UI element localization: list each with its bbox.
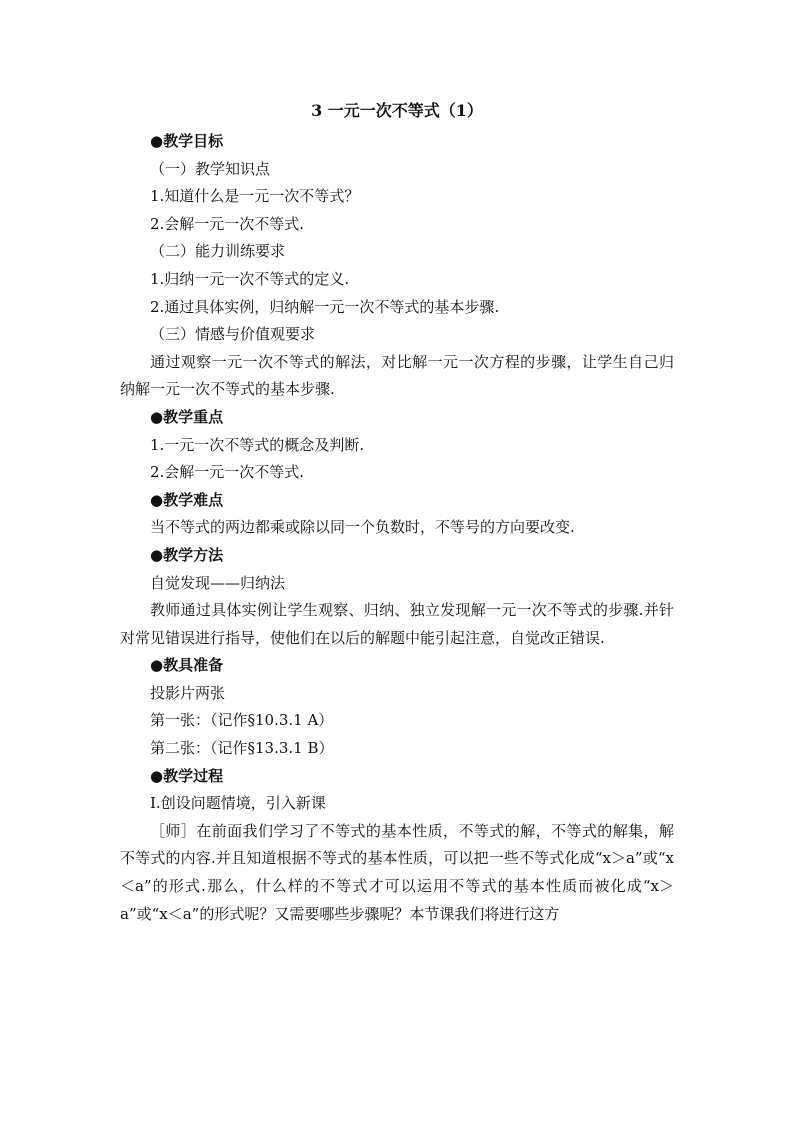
- heading-label: 教学过程: [163, 766, 224, 785]
- bullet-icon: ●: [150, 132, 164, 150]
- section-heading-focus: [120, 404, 674, 432]
- list-item: 第二张：（记作§13.3.1 B）: [150, 739, 334, 758]
- heading-label: 教学方法: [163, 545, 224, 564]
- bullet-icon: ●: [150, 490, 164, 509]
- heading-label: 教学难点: [163, 490, 224, 509]
- bullet-icon: ●: [150, 656, 164, 675]
- heading-label: 教学目标: [163, 132, 224, 150]
- bullet-icon: ●: [150, 545, 164, 564]
- heading-label: 教具准备: [163, 656, 224, 675]
- subheading-knowledge: （一）教学知识点: [150, 159, 271, 178]
- list-item: 2.会解一元一次不等式.: [150, 463, 305, 482]
- page-title: 3 一元一次不等式（1）: [311, 101, 483, 120]
- section-heading-goals: [120, 128, 674, 156]
- bullet-icon: ●: [150, 407, 164, 426]
- list-item: 投影片两张: [150, 683, 226, 702]
- subheading-emotion: （三）情感与价值观要求: [150, 325, 316, 344]
- paragraph-difficulty: 当不等式的两边都乘或除以同一个负数时，不等号的方向要改变.: [150, 518, 575, 537]
- list-item: 1.归纳一元一次不等式的定义.: [150, 269, 350, 288]
- paragraph-process: ［师］在前面我们学习了不等式的基本性质，不等式的解，不等式的解集，解不等式的内容.并且知道根据不等式的基本性质，可以把一些不等式化成“x＞a”或“x＜a”的形式.那么，什么样的不等式才可以运用不等式的基本性质而被化成“x＞a”或“x＜a”的形式呢？又需要哪些步骤呢？本节课我们将进行这方: [120, 821, 674, 923]
- subheading-ability: （二）能力训练要求: [150, 242, 286, 261]
- section-heading-method: [120, 542, 674, 570]
- section-heading-tools: [120, 652, 674, 680]
- list-item: 1.一元一次不等式的概念及判断.: [150, 435, 365, 454]
- list-item: 第一张：（记作§10.3.1 A）: [150, 711, 334, 730]
- paragraph-method: 教师通过具体实例让学生观察、归纳、独立发现解一元一次不等式的步骤.并针对常见错误进行指导，使他们在以后的解题中能引起注意，自觉改正错误.: [120, 601, 674, 647]
- section-heading-difficulty: [120, 487, 674, 515]
- document-content: [120, 98, 674, 928]
- heading-label: 教学重点: [163, 407, 224, 426]
- list-item: 1.知道什么是一元一次不等式？: [150, 187, 360, 206]
- list-item: 2.会解一元一次不等式.: [150, 214, 305, 233]
- process-step-1: Ⅰ.创设问题情境，引入新课: [150, 794, 326, 813]
- method-name: 自觉发现——归纳法: [150, 573, 286, 592]
- list-item: 2.通过具体实例，归纳解一元一次不等式的基本步骤.: [150, 297, 500, 316]
- bullet-icon: ●: [150, 766, 164, 785]
- section-heading-process: [120, 763, 674, 791]
- paragraph-emotion: 通过观察一元一次不等式的解法，对比解一元一次方程的步骤，让学生自己归纳解一元一次不等式的基本步骤.: [120, 352, 674, 399]
